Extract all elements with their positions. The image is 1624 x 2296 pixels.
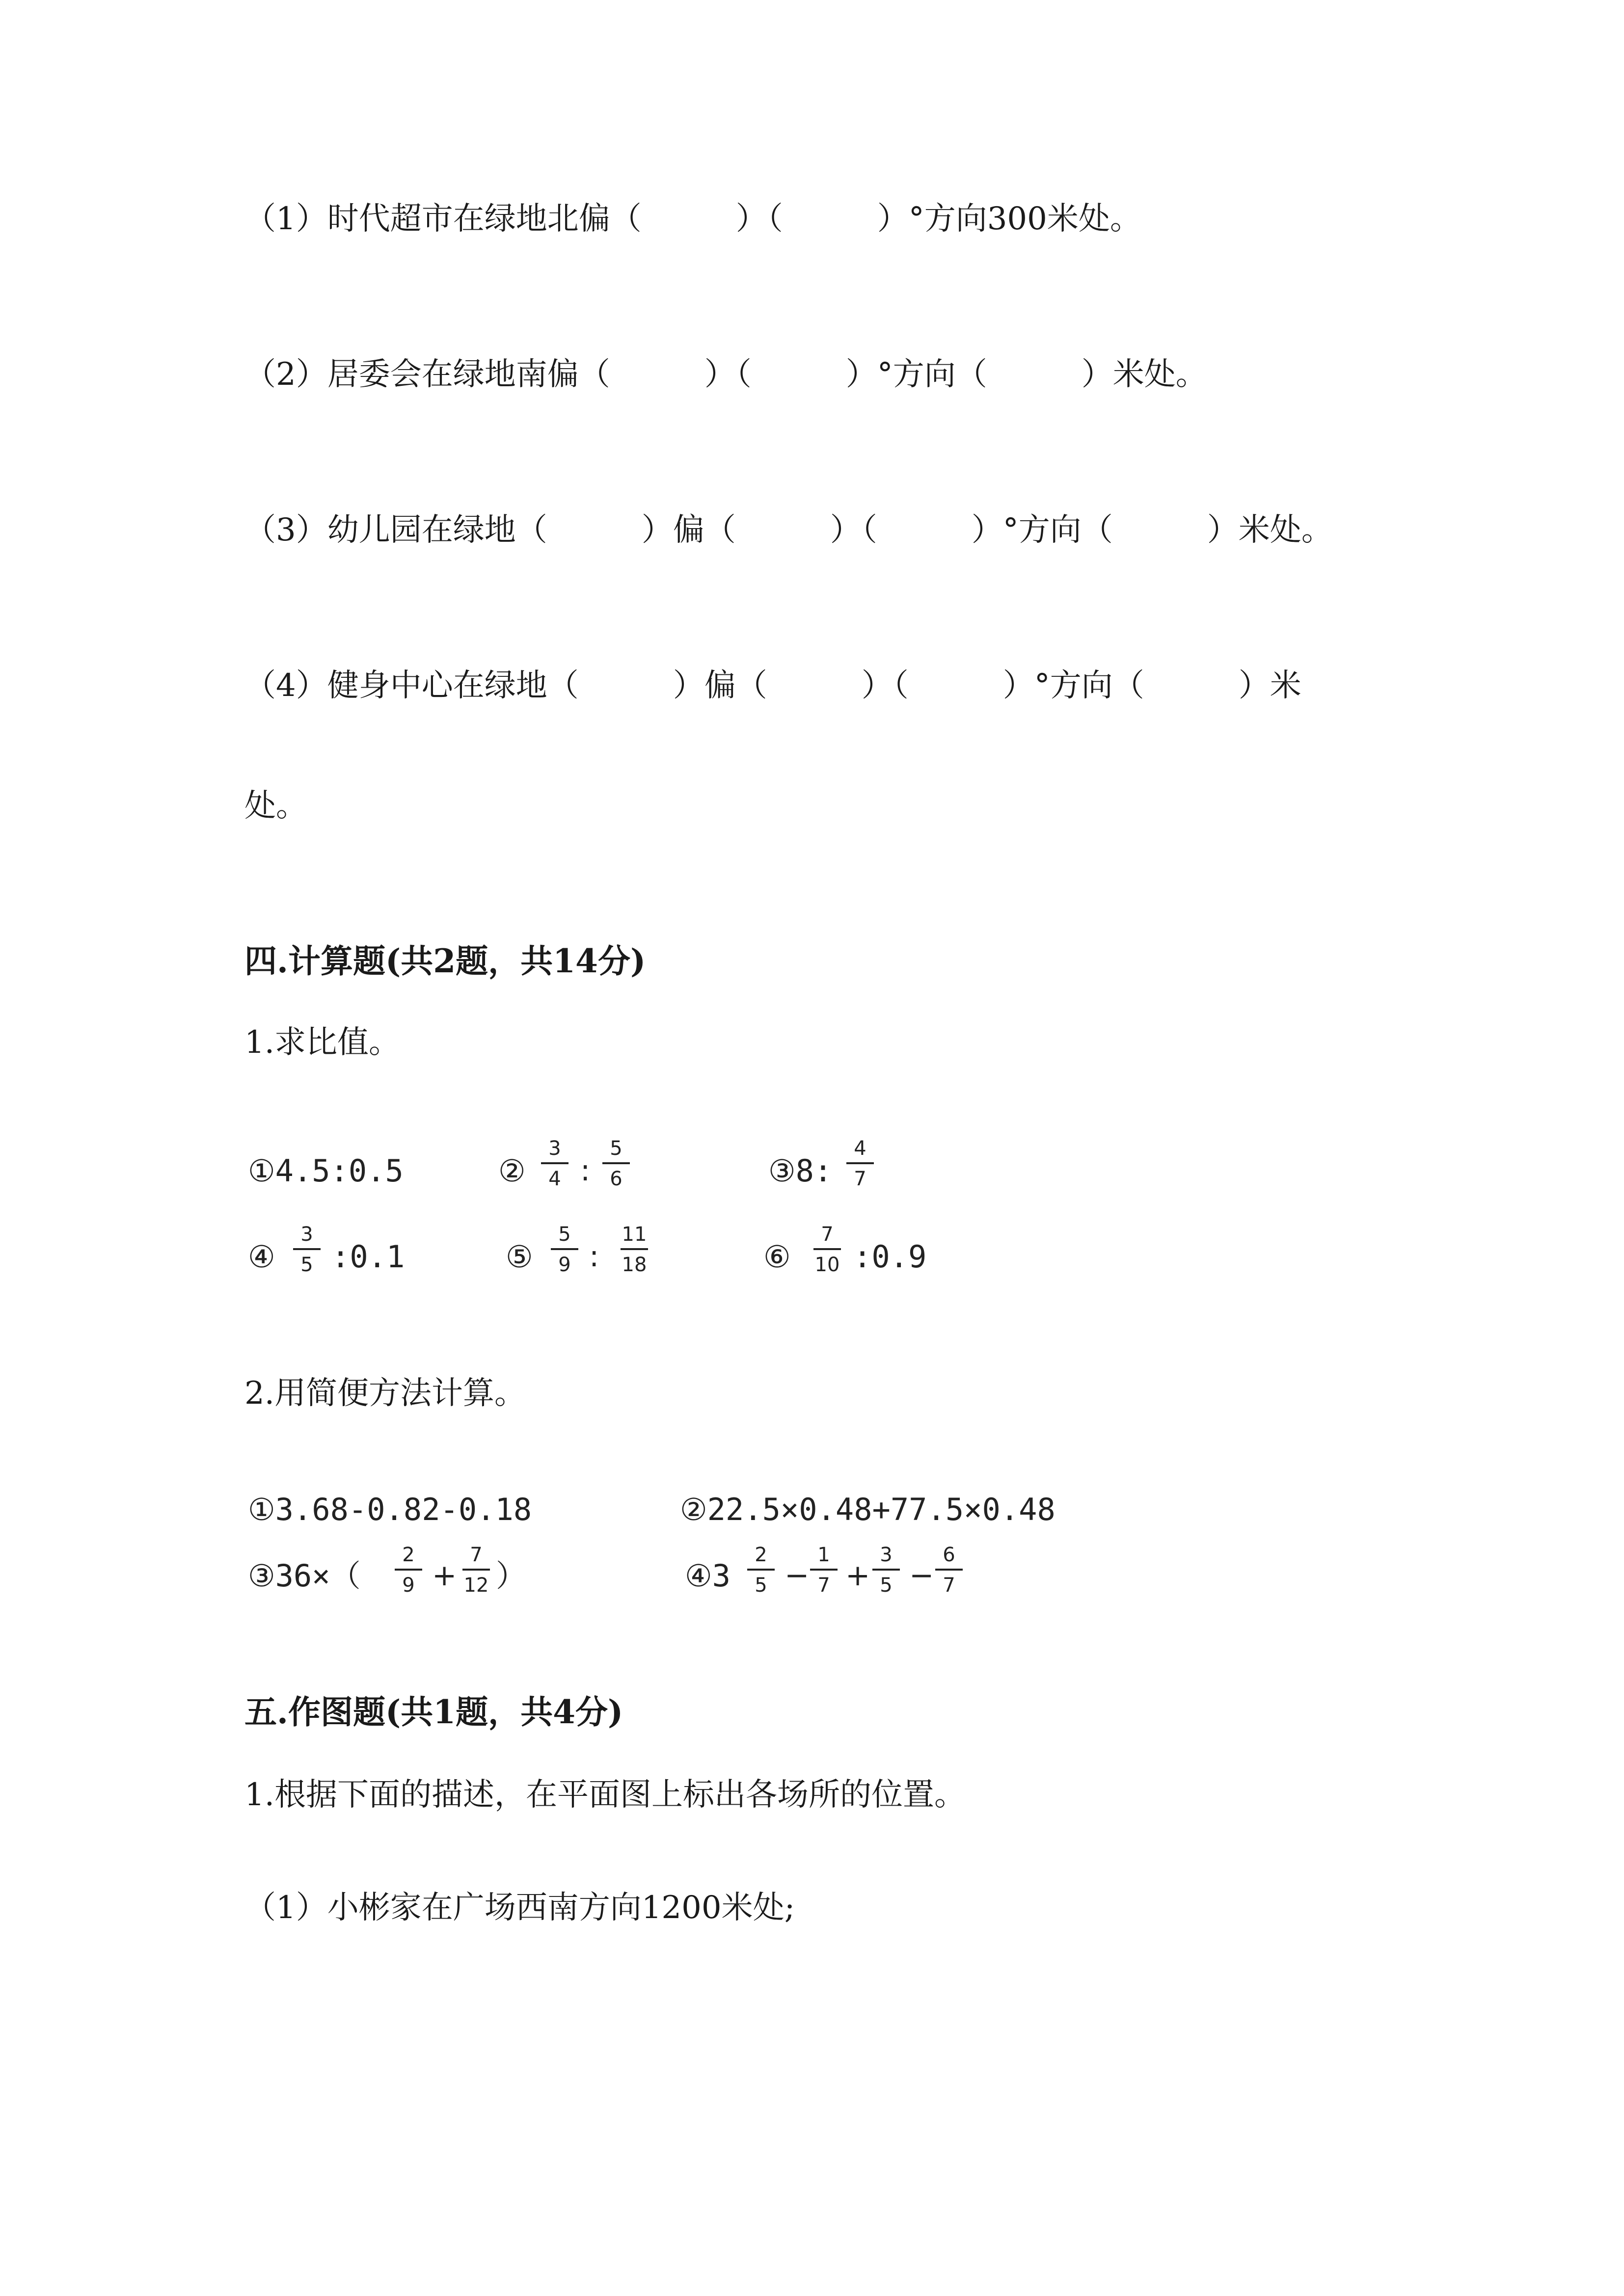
calc-item-4-operator-3: −	[909, 1558, 934, 1593]
numerator: 5	[610, 1137, 623, 1160]
question-4-line-1: （4）健身中心在绿地（ ）偏（ ）（ ）°方向（ ）米	[244, 667, 1301, 704]
fraction-bar	[602, 1162, 630, 1164]
ratio-item-3-fraction	[840, 1139, 880, 1189]
fraction-bar	[541, 1162, 568, 1164]
fraction-bar	[810, 1569, 838, 1571]
drawing-item-1: （1）小彬家在广场西南方向1200米处;	[244, 1890, 795, 1926]
fraction-bar	[747, 1569, 775, 1571]
fraction-bar	[293, 1248, 321, 1250]
fraction-bar	[935, 1569, 963, 1571]
drawing-problem-1-title: 1.根据下面的描述，在平面图上标出各场所的位置。	[244, 1777, 966, 1813]
numerator: 11	[622, 1223, 647, 1246]
calc-item-3-fraction-a	[389, 1545, 428, 1595]
question-3: （3）幼儿园在绿地（ ）偏（ ）（ ）°方向（ ）米处。	[244, 512, 1333, 548]
question-2: （2）居委会在绿地南偏（ ）（ ）°方向（ ）米处。	[244, 356, 1207, 393]
numerator: 7	[470, 1544, 483, 1566]
ratio-item-5-operator: :	[589, 1239, 599, 1274]
section-5-title: 五.作图题(共1题，共4分)	[244, 1693, 623, 1731]
ratio-item-2-fraction-b	[596, 1139, 636, 1189]
ratio-item-5-fraction-a	[545, 1225, 584, 1275]
numerator: 4	[854, 1137, 866, 1160]
problem-1-title: 1.求比值。	[244, 1024, 401, 1061]
denominator: 5	[755, 1574, 767, 1597]
denominator: 9	[402, 1574, 415, 1597]
denominator: 18	[622, 1254, 647, 1276]
calc-item-4-mark: ④3	[685, 1558, 731, 1594]
numerator: 7	[821, 1223, 834, 1246]
calc-item-3-fraction-b	[457, 1545, 496, 1595]
denominator: 5	[880, 1574, 893, 1597]
ratio-item-5-fraction-b	[615, 1225, 654, 1275]
question-4-line-2: 处。	[244, 788, 307, 824]
denominator: 6	[610, 1168, 623, 1190]
numerator: 3	[880, 1544, 893, 1566]
denominator: 12	[463, 1574, 489, 1597]
calc-item-4-operator-1: −	[785, 1558, 810, 1593]
ratio-item-6-mark: ⑥	[763, 1239, 791, 1275]
numerator: 2	[755, 1544, 767, 1566]
ratio-item-5-mark: ⑤	[506, 1239, 533, 1275]
ratio-item-2-fraction-a	[535, 1139, 574, 1189]
ratio-item-4-rest: :0.1	[331, 1239, 405, 1275]
calc-item-3-close: ）	[496, 1558, 527, 1594]
fraction-bar	[813, 1248, 841, 1250]
numerator: 5	[558, 1223, 571, 1246]
question-1: （1）时代超市在绿地北偏（ ）（ ）°方向300米处。	[244, 201, 1141, 237]
ratio-item-4-fraction	[287, 1225, 326, 1275]
calc-item-4-fraction-a	[741, 1545, 781, 1595]
fraction-bar	[462, 1569, 490, 1571]
ratio-item-4-mark: ④	[248, 1239, 275, 1275]
ratio-item-3-mark: ③8:	[768, 1153, 833, 1189]
numerator: 1	[817, 1544, 830, 1566]
denominator: 7	[817, 1574, 830, 1597]
numerator: 3	[548, 1137, 561, 1160]
denominator: 5	[300, 1254, 313, 1276]
numerator: 6	[943, 1544, 955, 1566]
calc-item-4-fraction-c	[866, 1545, 906, 1595]
section-4-title: 四.计算题(共2题，共14分)	[244, 942, 646, 980]
problem-2-title: 2.用简便方法计算。	[244, 1375, 526, 1412]
calc-item-4-fraction-b	[804, 1545, 843, 1595]
numerator: 3	[300, 1223, 313, 1246]
denominator: 7	[854, 1168, 866, 1190]
fraction-bar	[872, 1569, 900, 1571]
denominator: 7	[943, 1574, 955, 1597]
ratio-item-6-fraction	[808, 1225, 847, 1275]
denominator: 10	[814, 1254, 840, 1276]
calc-item-1: ①3.68-0.82-0.18	[248, 1492, 532, 1527]
ratio-item-2-mark: ②	[498, 1153, 526, 1189]
calc-item-3-mark: ③36×（	[248, 1558, 361, 1594]
fraction-bar	[846, 1162, 874, 1164]
ratio-item-6-rest: :0.9	[853, 1239, 927, 1275]
calc-item-4-operator-2: +	[845, 1558, 870, 1593]
numerator: 2	[402, 1544, 415, 1566]
calc-item-2: ②22.5×0.48+77.5×0.48	[680, 1492, 1056, 1527]
calc-item-4-fraction-d	[929, 1545, 969, 1595]
ratio-item-2-operator: :	[580, 1153, 591, 1188]
denominator: 4	[548, 1168, 561, 1190]
fraction-bar	[551, 1248, 578, 1250]
ratio-item-1: ①4.5:0.5	[248, 1153, 404, 1189]
denominator: 9	[558, 1254, 571, 1276]
calc-item-3-operator: +	[432, 1558, 457, 1593]
fraction-bar	[621, 1248, 648, 1250]
fraction-bar	[395, 1569, 422, 1571]
